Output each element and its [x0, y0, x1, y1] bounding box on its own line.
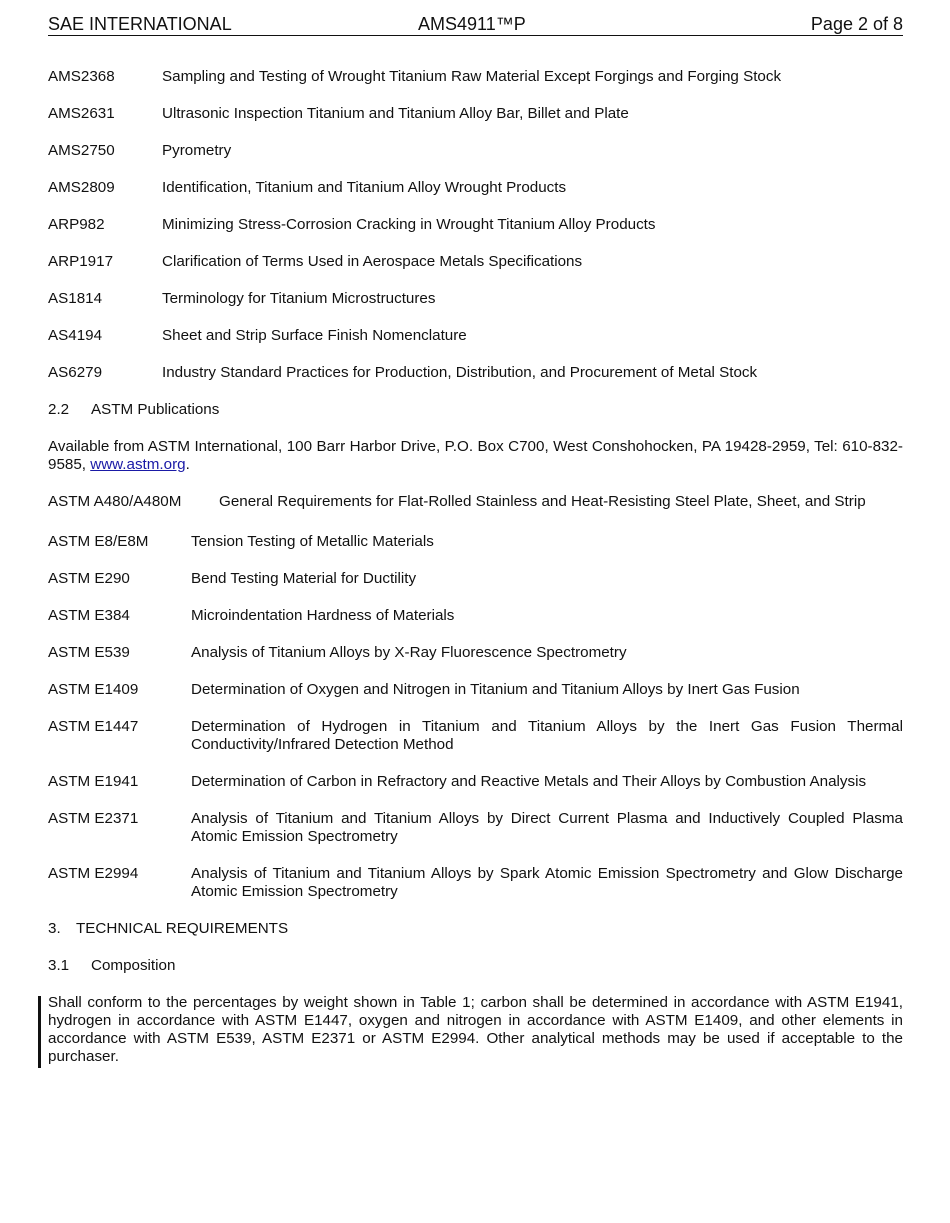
- reference-title: General Requirements for Flat-Rolled Stainless and Heat-Resisting Steel Plate, Sheet, and Strip: [219, 493, 866, 510]
- section-title: Composition: [91, 957, 176, 974]
- reference-title: Identification, Titanium and Titanium Alloy Wrought Products: [162, 179, 567, 196]
- section-title: ASTM Publications: [91, 401, 220, 418]
- reference-item: [48, 216, 903, 234]
- reference-code: AS1814: [48, 290, 103, 307]
- composition-paragraph: Shall conform to the percentages by weight shown in Table 1; carbon shall be determined in accordance with ASTM E1941, hydrogen in accordance with ASTM E1447, oxygen and nitrogen in accordance with ASTM E1409, and other elements in accordance with ASTM E539, ASTM E2371 or ASTM E2994. Other analytical methods may be used if acceptable to the purchaser.: [48, 994, 903, 1065]
- section-title: TECHNICAL REQUIREMENTS: [76, 920, 289, 937]
- reference-code: ARP1917: [48, 253, 114, 270]
- reference-title: Tension Testing of Metallic Materials: [191, 533, 434, 550]
- reference-code: ASTM E539: [48, 644, 130, 661]
- reference-code: AS6279: [48, 364, 103, 381]
- reference-item: [48, 364, 903, 382]
- header-doc-number: AMS4911™P: [418, 14, 526, 34]
- section-heading-2-2: [48, 401, 903, 419]
- reference-title: Sheet and Strip Surface Finish Nomenclature: [162, 327, 467, 344]
- reference-item: [48, 681, 903, 699]
- reference-item: [48, 810, 903, 846]
- reference-code: ASTM E1941: [48, 773, 139, 790]
- header-org: SAE INTERNATIONAL: [48, 14, 232, 34]
- reference-title: Ultrasonic Inspection Titanium and Titanium Alloy Bar, Billet and Plate: [162, 105, 629, 122]
- reference-code: AMS2368: [48, 68, 115, 85]
- reference-item: [48, 493, 903, 511]
- reference-code: ASTM E2371: [48, 810, 139, 827]
- reference-item: [48, 718, 903, 754]
- reference-code: AMS2750: [48, 142, 115, 159]
- section-heading-3-1: [48, 957, 903, 975]
- reference-item: [48, 253, 903, 271]
- reference-title: Sampling and Testing of Wrought Titanium Raw Material Except Forgings and Forging Stock: [162, 68, 782, 85]
- reference-item: [48, 607, 903, 625]
- section-number: 3.1: [48, 957, 70, 974]
- reference-title: Analysis of Titanium and Titanium Alloys by Spark Atomic Emission Spectrometry and Glow Discharge Atomic Emission Spectrometry: [191, 865, 903, 900]
- reference-item: [48, 773, 903, 791]
- section-number: 3.: [48, 920, 61, 937]
- reference-code: ASTM E1409: [48, 681, 139, 698]
- reference-code: ASTM A480/A480M: [48, 493, 182, 510]
- reference-code: ASTM E8/E8M: [48, 533, 149, 550]
- reference-title: Microindentation Hardness of Materials: [191, 607, 455, 624]
- reference-title: Bend Testing Material for Ductility: [191, 570, 417, 587]
- reference-title: Clarification of Terms Used in Aerospace Metals Specifications: [162, 253, 583, 270]
- reference-code: ASTM E1447: [48, 718, 139, 735]
- reference-item: [48, 865, 903, 901]
- reference-title: Determination of Hydrogen in Titanium and Titanium Alloys by the Inert Gas Fusion Thermal Conductivity/Infrared Detection Method: [191, 718, 903, 753]
- reference-title: Determination of Oxygen and Nitrogen in Titanium and Titanium Alloys by Inert Gas Fusion: [191, 681, 800, 698]
- reference-item: [48, 290, 903, 308]
- astm-website-link[interactable]: www.astm.org: [90, 456, 186, 473]
- reference-title: Minimizing Stress-Corrosion Cracking in Wrought Titanium Alloy Products: [162, 216, 656, 233]
- page-header: [48, 13, 903, 36]
- astm-availability-text: Available from ASTM International, 100 Barr Harbor Drive, P.O. Box C700, West Conshohocken, PA 19428-2959, Tel: 610-832-9585,: [48, 438, 903, 473]
- reference-code: ASTM E290: [48, 570, 130, 587]
- section-heading-3: [48, 920, 903, 938]
- revision-change-bar: [38, 996, 41, 1068]
- reference-title: Industry Standard Practices for Production, Distribution, and Procurement of Metal Stock: [162, 364, 758, 381]
- reference-item: [48, 68, 903, 86]
- reference-title: Analysis of Titanium Alloys by X-Ray Fluorescence Spectrometry: [191, 644, 627, 661]
- reference-code: ASTM E384: [48, 607, 130, 624]
- section-number: 2.2: [48, 401, 70, 418]
- astm-availability-paragraph: [48, 438, 903, 474]
- reference-item: [48, 105, 903, 123]
- reference-title: Terminology for Titanium Microstructures: [162, 290, 436, 307]
- reference-item: [48, 142, 903, 160]
- astm-availability-period: .: [185, 456, 190, 473]
- reference-item: [48, 533, 903, 551]
- header-page-number: Page 2 of 8: [810, 14, 903, 34]
- reference-title: Analysis of Titanium and Titanium Alloys by Direct Current Plasma and Inductively Coupled Plasma Atomic Emission Spectrometry: [191, 810, 903, 845]
- reference-item: [48, 327, 903, 345]
- reference-code: ASTM E2994: [48, 865, 139, 882]
- reference-code: ARP982: [48, 216, 105, 233]
- reference-title: Pyrometry: [162, 142, 232, 159]
- reference-item: [48, 179, 903, 197]
- reference-code: AS4194: [48, 327, 103, 344]
- reference-code: AMS2809: [48, 179, 115, 196]
- reference-item: [48, 644, 903, 662]
- reference-code: AMS2631: [48, 105, 115, 122]
- reference-title: Determination of Carbon in Refractory and Reactive Metals and Their Alloys by Combustion Analysis: [191, 773, 867, 790]
- reference-item: [48, 570, 903, 588]
